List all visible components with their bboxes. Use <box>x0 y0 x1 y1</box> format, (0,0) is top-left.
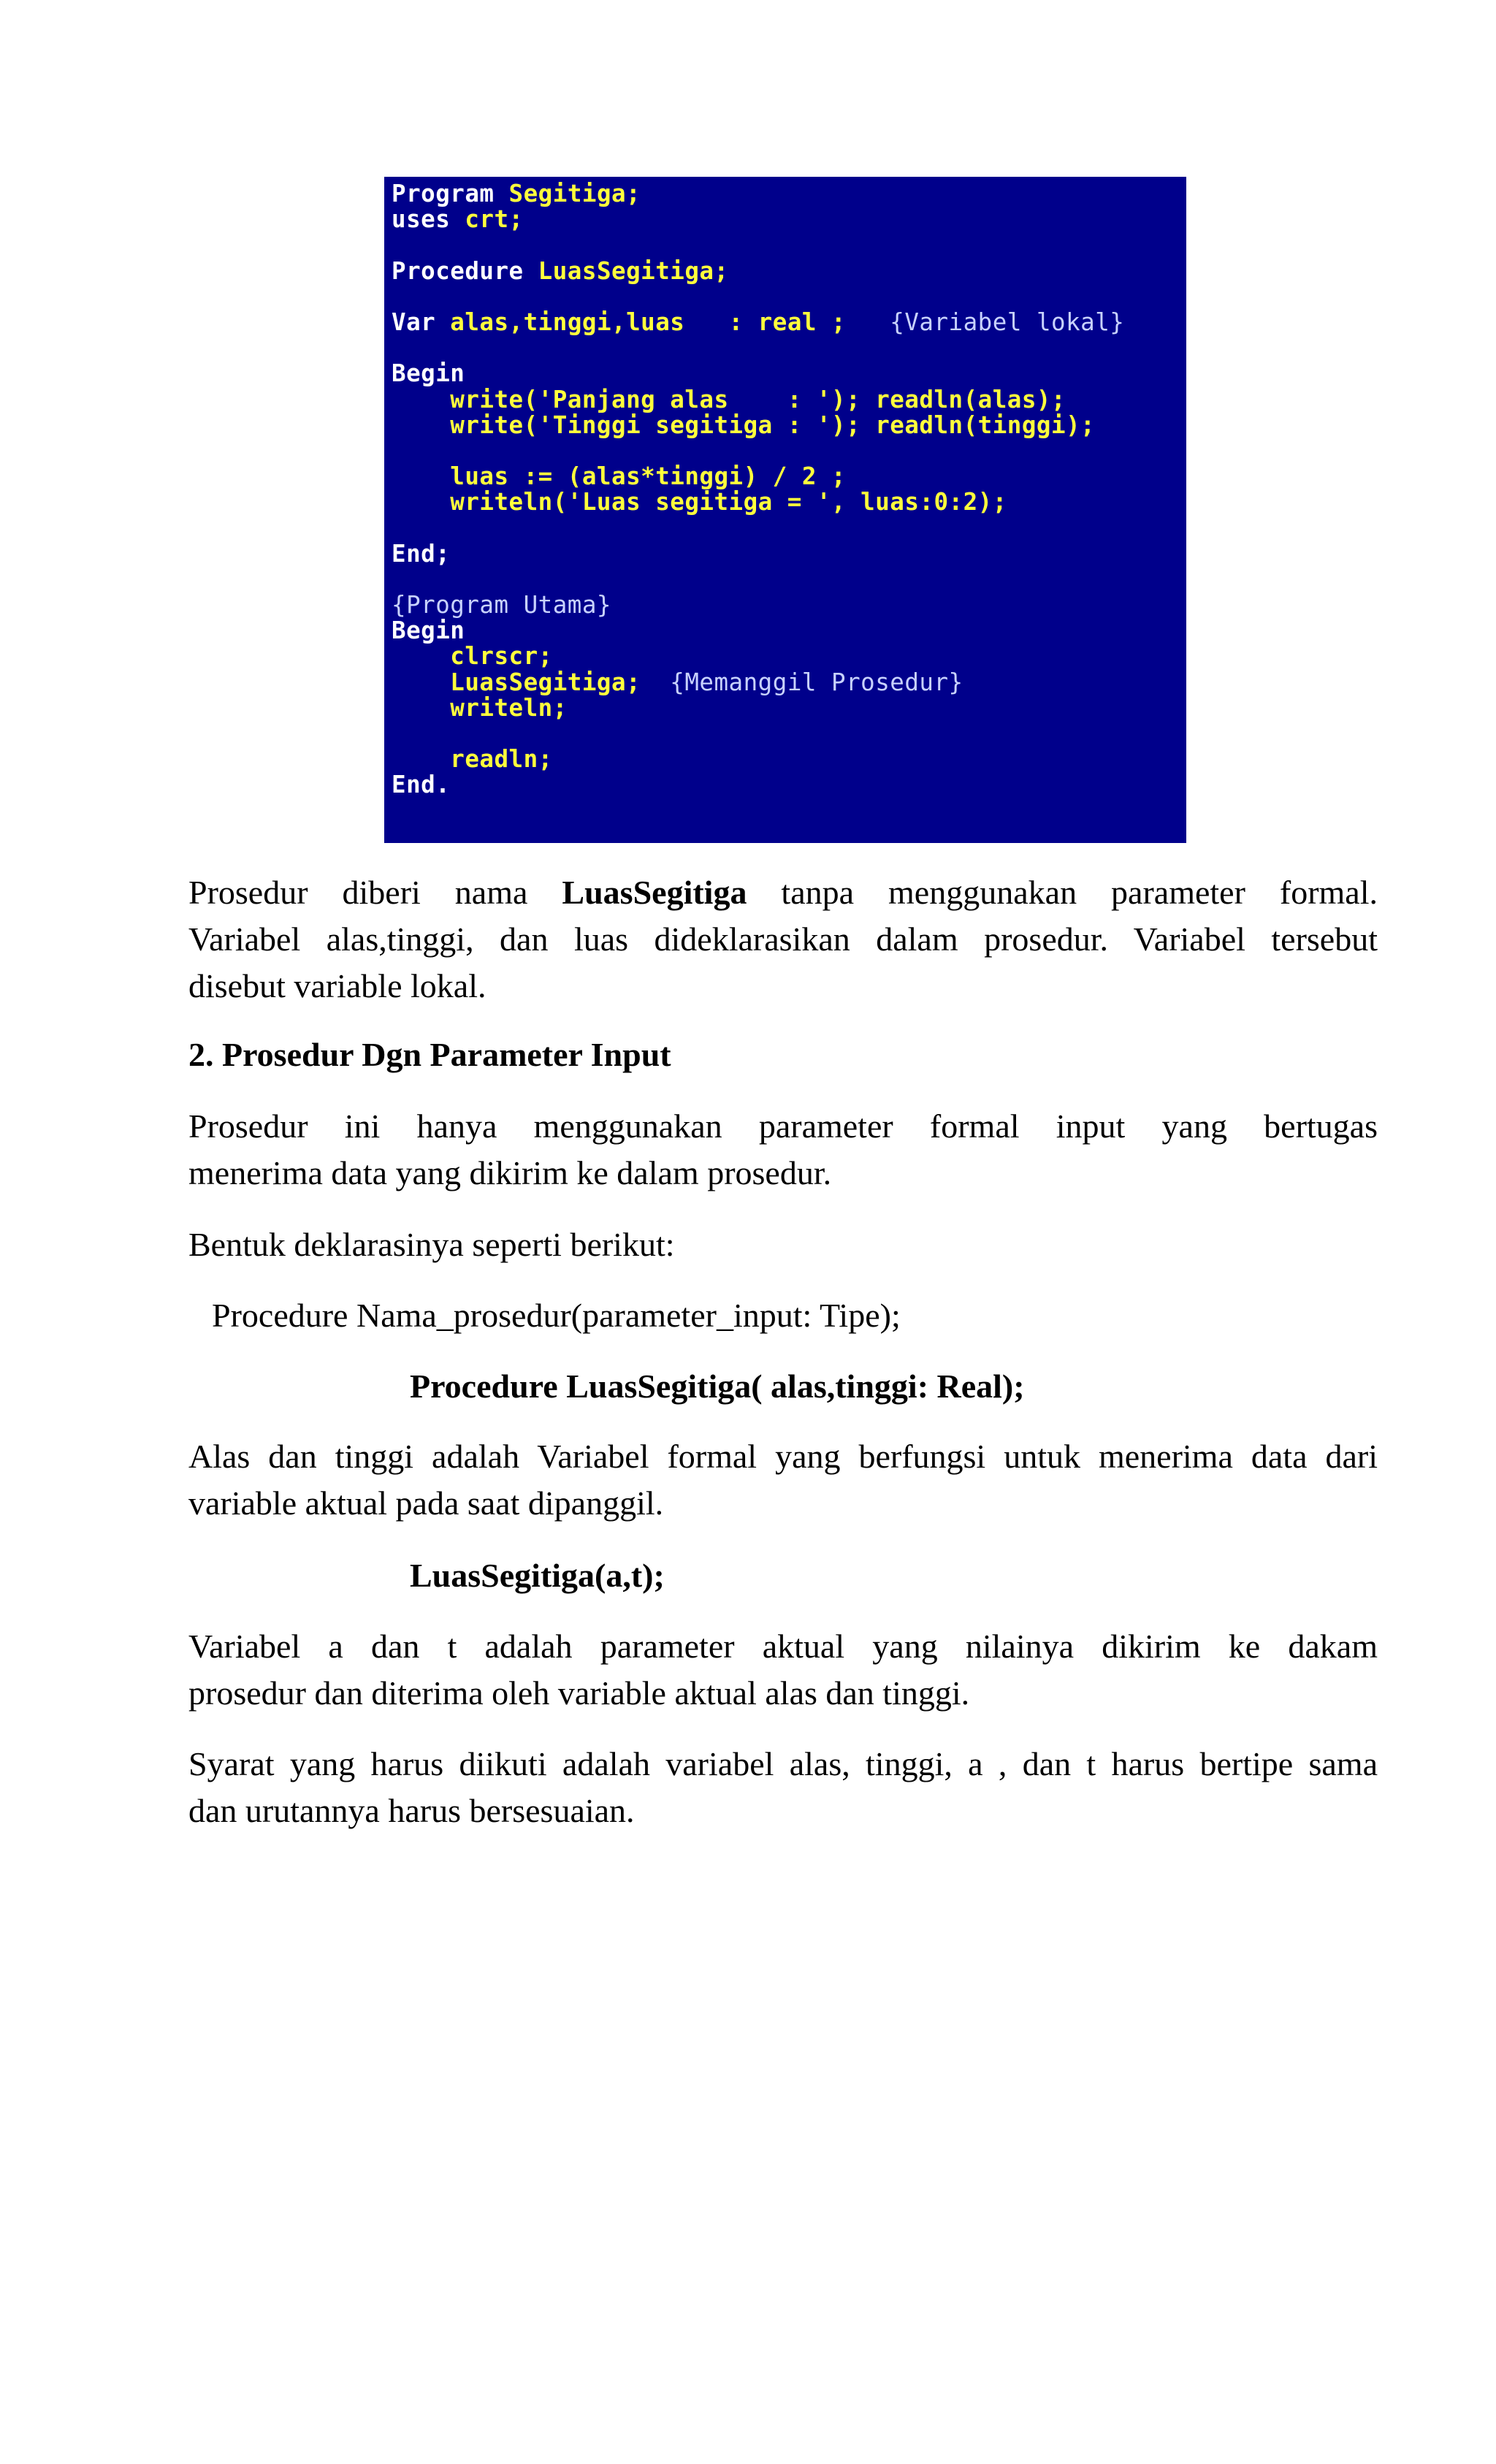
code-line <box>392 310 1186 335</box>
paragraph-formal-variables <box>188 1433 1378 1527</box>
para5-line1: Variabel a dan t adalah parameter aktual yang nilainya dikirim ke dakam <box>188 1628 1378 1665</box>
code-token-kw: End. <box>392 771 451 799</box>
code-token-code: readln; <box>392 745 553 774</box>
para2-line2: menerima data yang dikirim ke dalam prosedur. <box>188 1154 832 1191</box>
code-token-kw: uses <box>392 205 465 234</box>
code-line <box>392 438 1186 464</box>
code-token-kw: End; <box>392 539 451 568</box>
code-token-code: Segitiga; <box>508 180 641 207</box>
declaration-intro: Bentuk deklarasinya seperti berikut: <box>188 1226 675 1263</box>
code-token-kw: Program <box>392 180 509 207</box>
para5-line2: prosedur dan diterima oleh variable aktual alas dan tinggi. <box>188 1674 970 1712</box>
code-token-code: alas,tinggi,luas : real ; <box>450 308 890 336</box>
code-line <box>392 387 1186 413</box>
para2-line1: Prosedur ini hanya menggunakan parameter formal input yang bertugas <box>188 1107 1378 1145</box>
procedure-name-bold: LuasSegitiga <box>562 874 747 911</box>
para1-line2: Variabel alas,tinggi, dan luas dideklarasikan dalam prosedur. Variabel tersebut <box>188 920 1378 958</box>
code-line <box>392 207 1186 232</box>
code-line <box>392 181 1186 207</box>
code-line <box>392 464 1186 489</box>
paragraph-luassegitiga-description <box>188 869 1378 1010</box>
code-token-comment: {Memanggil Prosedur} <box>670 668 963 696</box>
para6-line2: dan urutannya harus bersesuaian. <box>188 1792 635 1829</box>
code-token-kw: Begin <box>392 359 465 388</box>
section-heading: 2. Prosedur Dgn Parameter Input <box>188 1036 671 1073</box>
code-line <box>392 772 1186 798</box>
code-token-kw: Begin <box>392 617 465 645</box>
para6-line1: Syarat yang harus diikuti adalah variabel alas, tinggi, a , dan t harus bertipe sama <box>188 1745 1378 1782</box>
code-line <box>392 515 1186 541</box>
example-call: LuasSegitiga(a,t); <box>410 1557 665 1594</box>
code-line <box>392 567 1186 592</box>
code-token-comment: {Variabel lokal} <box>890 308 1125 336</box>
paragraph-actual-parameters <box>188 1623 1378 1717</box>
code-line <box>392 670 1186 695</box>
para1-text-a: Prosedur diberi nama <box>188 874 562 911</box>
code-token-code: write('Tinggi segitiga : '); readln(tinggi); <box>392 411 1096 439</box>
code-token-code: crt; <box>465 205 524 234</box>
code-line <box>392 721 1186 747</box>
code-line <box>392 592 1186 618</box>
code-line <box>392 335 1186 361</box>
code-line <box>392 232 1186 258</box>
paragraph-input-parameter <box>188 1103 1378 1197</box>
code-line <box>392 618 1186 644</box>
syntax-line: Procedure Nama_prosedur(parameter_input: Tipe); <box>212 1297 901 1334</box>
code-line <box>392 413 1186 438</box>
paragraph-requirements <box>188 1741 1378 1834</box>
para4-line1: Alas dan tinggi adalah Variabel formal yang berfungsi untuk menerima data dari <box>188 1438 1378 1475</box>
code-token-code: writeln; <box>392 693 568 722</box>
code-token-code: LuasSegitiga; <box>538 256 729 285</box>
code-line <box>392 256 1186 285</box>
example-declaration: Procedure LuasSegitiga( alas,tinggi: Real); <box>410 1368 1025 1405</box>
code-token-code: luas := (alas*tinggi) / 2 ; <box>392 462 847 491</box>
code-token-comment: {Program Utama} <box>392 591 611 619</box>
code-token-code: write('Panjang alas : '); readln(alas); <box>392 385 1066 413</box>
code-token-code: LuasSegitiga; <box>392 668 671 696</box>
code-token-code: clrscr; <box>392 642 553 671</box>
code-token-kw: Var <box>392 308 451 336</box>
code-token-kw: Procedure <box>392 256 538 285</box>
code-line <box>392 747 1186 772</box>
code-line <box>392 489 1186 515</box>
code-line <box>392 644 1186 669</box>
para1-text-b: tanpa menggunakan parameter formal. <box>747 874 1378 911</box>
para1-line3: disebut variable lokal. <box>188 967 486 1004</box>
code-line <box>392 284 1186 310</box>
code-token-code: writeln('Luas segitiga = ', luas:0:2); <box>392 488 1007 516</box>
code-line <box>392 541 1186 567</box>
code-line <box>392 361 1186 386</box>
code-screenshot <box>384 177 1186 843</box>
code-line <box>392 695 1186 721</box>
para4-line2: variable aktual pada saat dipanggil. <box>188 1484 664 1522</box>
